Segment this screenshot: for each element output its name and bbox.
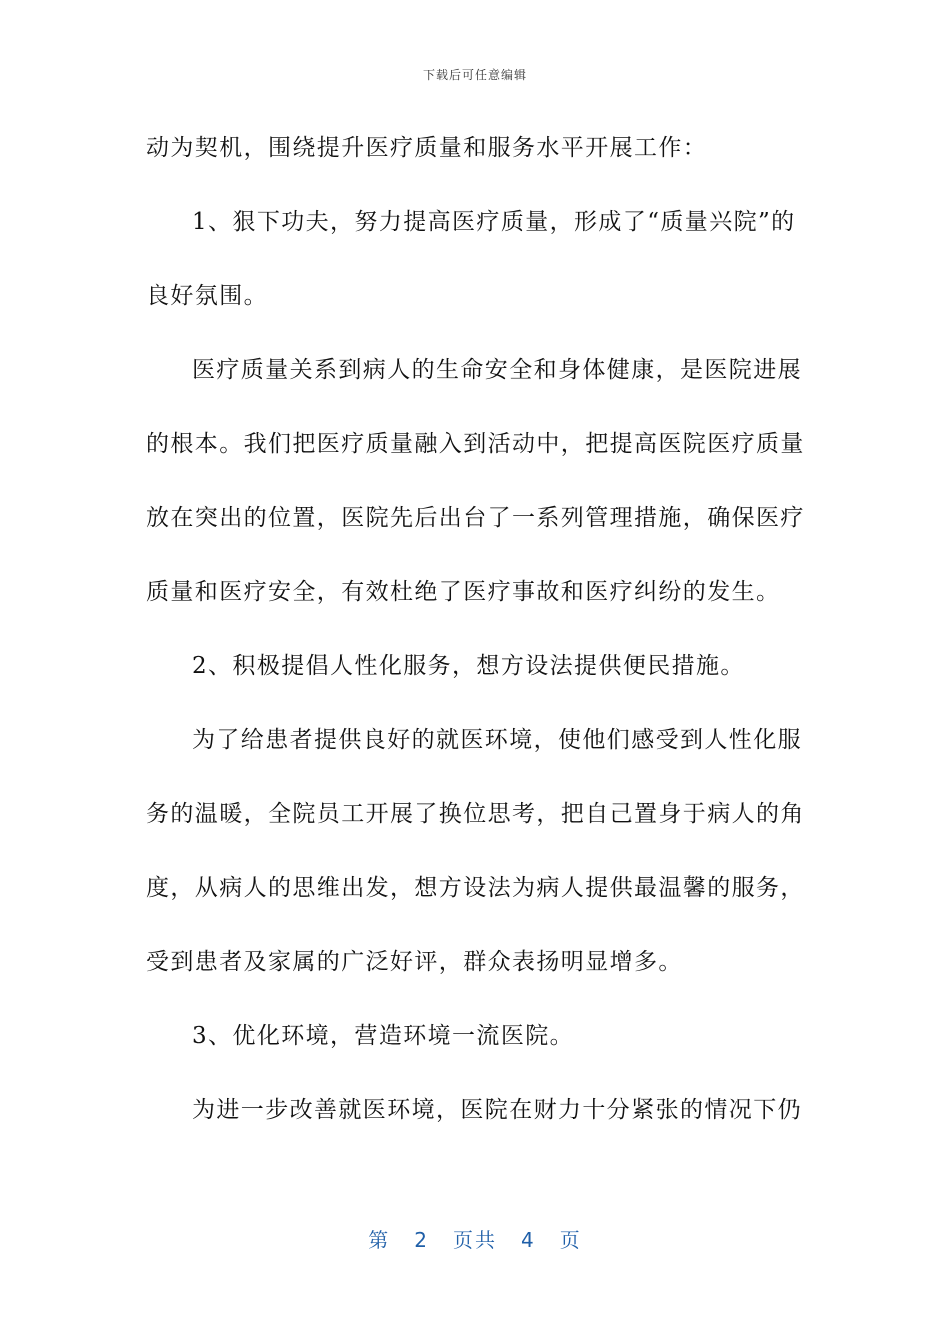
- footer-total-pages: 4: [521, 1228, 536, 1252]
- text-line-5: 的根本。我们把医疗质量融入到活动中，把提高医院医疗质量: [146, 431, 805, 457]
- text-line-13: 3、优化环境，营造环境一流医院。: [192, 1023, 575, 1049]
- footer-suffix: 页: [559, 1228, 582, 1252]
- footer-prefix: 第: [368, 1228, 391, 1252]
- page-footer: [0, 1224, 950, 1253]
- text-line-4: 医疗质量关系到病人的生命安全和身体健康，是医院进展: [192, 357, 802, 383]
- text-line-8: 2、积极提倡人性化服务，想方设法提供便民措施。: [192, 653, 745, 679]
- text-line-6: 放在突出的位置，医院先后出台了一系列管理措施，确保医疗: [146, 505, 805, 531]
- text-line-9: 为了给患者提供良好的就医环境，使他们感受到人性化服: [192, 727, 802, 753]
- footer-current-page: 2: [414, 1228, 429, 1252]
- text-line-1: 动为契机，围绕提升医疗质量和服务水平开展工作：: [146, 135, 708, 161]
- text-line-3: 良好氛围。: [146, 283, 268, 309]
- header-note: 下载后可任意编辑: [422, 68, 527, 82]
- text-line-12: 受到患者及家属的广泛好评，群众表扬明显增多。: [146, 949, 683, 975]
- text-line-11: 度，从病人的思维出发，想方设法为病人提供最温馨的服务，: [146, 875, 805, 901]
- text-line-7: 质量和医疗安全，有效杜绝了医疗事故和医疗纠纷的发生。: [146, 579, 781, 605]
- text-line-2: 1、狠下功夫，努力提高医疗质量，形成了“质量兴院”的: [192, 209, 796, 235]
- text-line-14: 为进一步改善就医环境，医院在财力十分紧张的情况下仍: [192, 1097, 802, 1123]
- text-line-10: 务的温暖，全院员工开展了换位思考，把自己置身于病人的角: [146, 801, 805, 827]
- footer-middle: 页共: [453, 1228, 497, 1252]
